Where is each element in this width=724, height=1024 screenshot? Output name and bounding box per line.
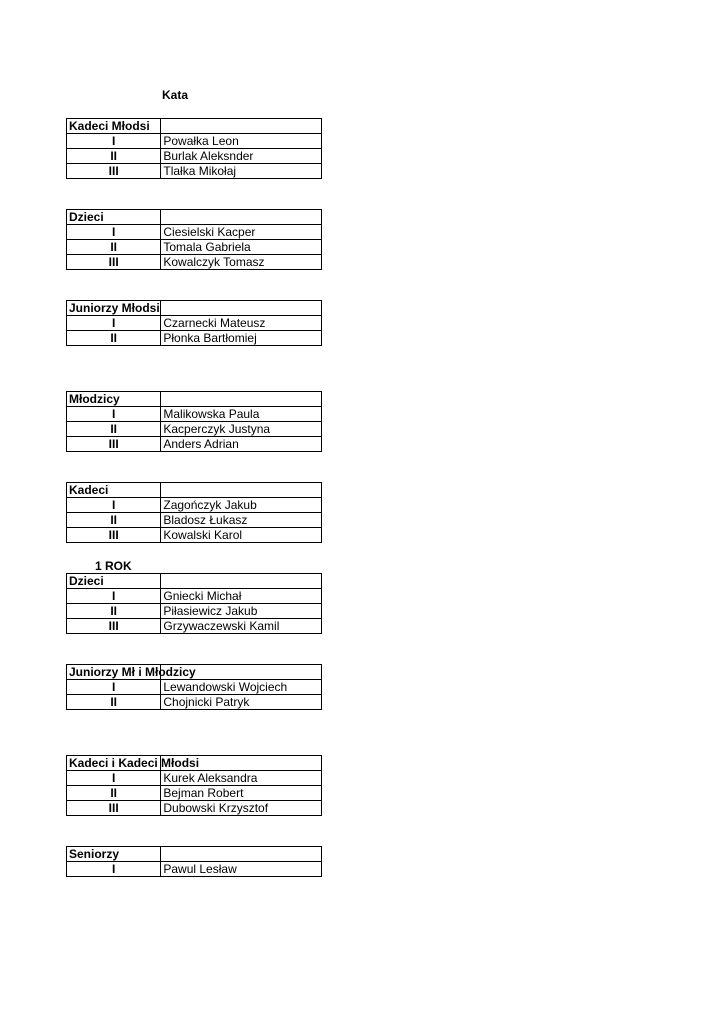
competitor-name-cell: Kowalski Karol	[161, 528, 322, 543]
place-cell: II	[67, 604, 161, 619]
table-row	[67, 149, 322, 164]
competitor-name-cell: Kowalczyk Tomasz	[161, 255, 322, 270]
category-header-row	[67, 574, 322, 589]
category-label: Młodzicy	[67, 392, 161, 407]
competitor-name-cell: Grzywaczewski Kamil	[161, 619, 322, 634]
table-row	[67, 316, 322, 331]
category-label: Dzieci	[67, 210, 161, 225]
results-table	[66, 573, 322, 634]
table-row	[67, 786, 322, 801]
place-cell: I	[67, 498, 161, 513]
place-cell: III	[67, 164, 161, 179]
place-cell: II	[67, 786, 161, 801]
place-cell: III	[67, 255, 161, 270]
category-label: Kadeci	[67, 483, 161, 498]
results-table	[66, 664, 322, 710]
category-empty-cell	[161, 483, 322, 498]
table-row	[67, 528, 322, 543]
table-row	[67, 255, 322, 270]
results-table	[66, 755, 322, 816]
competitor-name-cell: Chojnicki Patryk	[161, 695, 322, 710]
place-cell: II	[67, 422, 161, 437]
place-cell: III	[67, 619, 161, 634]
place-cell: II	[67, 331, 161, 346]
section-subtitle: 1 ROK	[95, 559, 132, 573]
results-table	[66, 300, 322, 346]
table-row	[67, 225, 322, 240]
results-table	[66, 391, 322, 452]
table-row	[67, 422, 322, 437]
results-table	[66, 482, 322, 543]
category-empty-cell	[161, 392, 322, 407]
competitor-name-cell: Czarnecki Mateusz	[161, 316, 322, 331]
place-cell: I	[67, 407, 161, 422]
table-row	[67, 862, 322, 877]
competitor-name-cell: Pawul Lesław	[161, 862, 322, 877]
competitor-name-cell: Płonka Bartłomiej	[161, 331, 322, 346]
table-row	[67, 134, 322, 149]
category-header-row	[67, 665, 322, 680]
competitor-name-cell: Kacperczyk Justyna	[161, 422, 322, 437]
place-cell: II	[67, 695, 161, 710]
place-cell: I	[67, 771, 161, 786]
category-label: Juniorzy Mł i Młodzicy	[67, 665, 161, 680]
competitor-name-cell: Dubowski Krzysztof	[161, 801, 322, 816]
category-label: Dzieci	[67, 574, 161, 589]
place-cell: III	[67, 801, 161, 816]
category-header-row	[67, 847, 322, 862]
place-cell: I	[67, 225, 161, 240]
category-header-row	[67, 301, 322, 316]
competitor-name-cell: Gniecki Michał	[161, 589, 322, 604]
place-cell: III	[67, 528, 161, 543]
category-header-row	[67, 210, 322, 225]
competitor-name-cell: Malikowska Paula	[161, 407, 322, 422]
category-label: Kadeci i Kadeci Młodsi	[67, 756, 161, 771]
competitor-name-cell: Bejman Robert	[161, 786, 322, 801]
competitor-name-cell: Tomala Gabriela	[161, 240, 322, 255]
results-table	[66, 209, 322, 270]
place-cell: II	[67, 149, 161, 164]
category-header-row	[67, 756, 322, 771]
table-row	[67, 695, 322, 710]
competitor-name-cell: Tlałka Mikołaj	[161, 164, 322, 179]
table-row	[67, 771, 322, 786]
category-empty-cell	[161, 847, 322, 862]
table-row	[67, 801, 322, 816]
competitor-name-cell: Lewandowski Wojciech	[161, 680, 322, 695]
table-row	[67, 589, 322, 604]
table-row	[67, 407, 322, 422]
place-cell: III	[67, 437, 161, 452]
competitor-name-cell: Kurek Aleksandra	[161, 771, 322, 786]
place-cell: I	[67, 862, 161, 877]
competitor-name-cell: Powałka Leon	[161, 134, 322, 149]
category-label: Juniorzy Młodsi	[67, 301, 161, 316]
results-table	[66, 118, 322, 179]
category-empty-cell	[161, 301, 322, 316]
table-row	[67, 513, 322, 528]
table-row	[67, 619, 322, 634]
place-cell: I	[67, 680, 161, 695]
table-row	[67, 437, 322, 452]
category-empty-cell	[161, 574, 322, 589]
table-row	[67, 498, 322, 513]
competitor-name-cell: Zagończyk Jakub	[161, 498, 322, 513]
category-empty-cell	[161, 210, 322, 225]
table-row	[67, 240, 322, 255]
table-row	[67, 604, 322, 619]
place-cell: I	[67, 589, 161, 604]
table-row	[67, 680, 322, 695]
category-label: Kadeci Młodsi	[67, 119, 161, 134]
place-cell: I	[67, 316, 161, 331]
page-title: Kata	[162, 88, 189, 102]
place-cell: I	[67, 134, 161, 149]
category-empty-cell	[161, 119, 322, 134]
results-table	[66, 846, 322, 877]
category-header-row	[67, 392, 322, 407]
category-header-row	[67, 119, 322, 134]
competitor-name-cell: Burlak Aleksnder	[161, 149, 322, 164]
competitor-name-cell: Ciesielski Kacper	[161, 225, 322, 240]
table-row	[67, 331, 322, 346]
place-cell: II	[67, 513, 161, 528]
place-cell: II	[67, 240, 161, 255]
competitor-name-cell: Bladosz Łukasz	[161, 513, 322, 528]
table-row	[67, 164, 322, 179]
category-label: Seniorzy	[67, 847, 161, 862]
competitor-name-cell: Piłasiewicz Jakub	[161, 604, 322, 619]
category-header-row	[67, 483, 322, 498]
competitor-name-cell: Anders Adrian	[161, 437, 322, 452]
